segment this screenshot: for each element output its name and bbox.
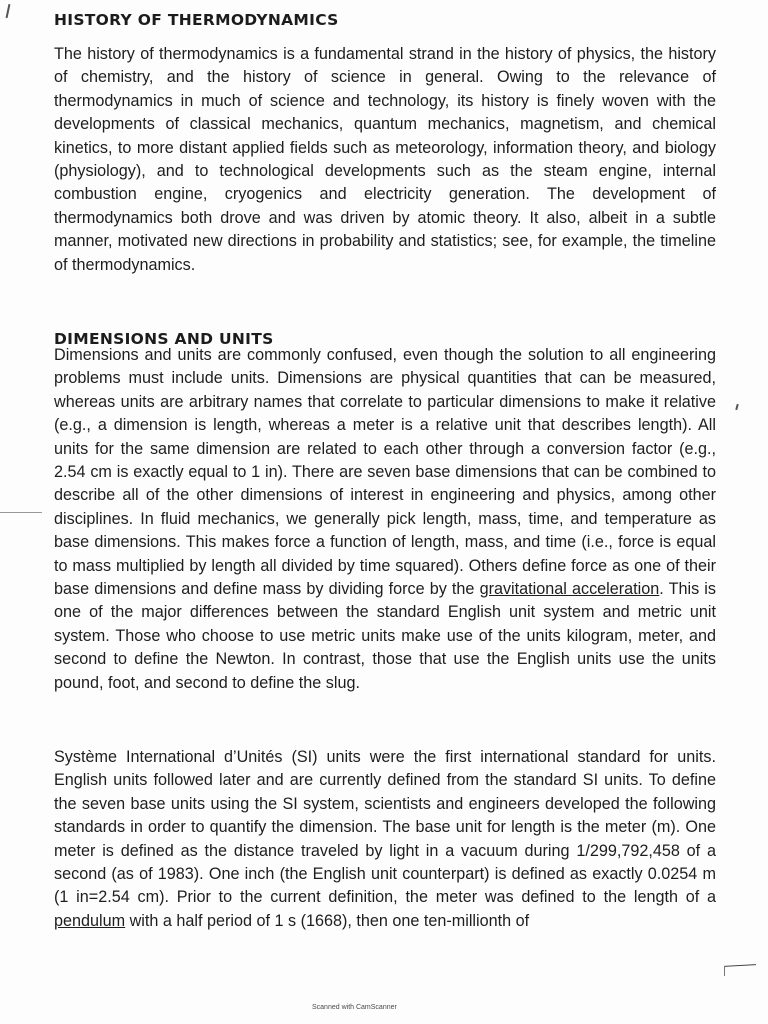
pen-mark <box>0 512 42 513</box>
dimensions-text-part2: . This is one of the major differences between the standard English unit system and metric unit system. Those who choose to use metric units make use of the units kilogram, meter, and second to define the Newton. In contrast, those that use the English units use the units pound, foot, and second to define the slug. <box>54 580 716 692</box>
si-units-paragraph <box>54 746 716 933</box>
gravitational-acceleration-link[interactable]: gravitational acceleration <box>479 580 660 599</box>
pendulum-link[interactable]: pendulum <box>54 911 126 930</box>
si-text-part1: Système International d’Unités (SI) units were the first international standard for units. English units followed later and are currently defined from the standard SI units. To define the seven base units using the SI system, scientists and engineers developed the following standards in order to quantify the dimension. The base unit for length is the meter (m). One meter is defined as the distance traveled by light in a vacuum during 1/299,792,458 of a second (as of 1983). One inch (the English unit counterpart) is defined as exactly 0.0254 m (1 in=2.54 cm). Prior to the current definition, the meter was defined to the length of a <box>54 748 716 907</box>
section-title-dimensions: DIMENSIONS AND UNITS <box>54 330 274 348</box>
pen-mark <box>724 964 756 967</box>
section-title-history: HISTORY OF THERMODYNAMICS <box>54 11 339 29</box>
dimensions-text-part1: Dimensions and units are commonly confused, even though the solution to all engineering problems must include units. Dimensions are physical quantities that can be measured, whereas units are arbitrary names that correlate to particular dimensions to make it relative (e.g., a dimension is length, whereas a meter is a relative unit that describes length). All units for the same dimension are related to each other through a conversion factor (e.g., 2.54 cm is exactly equal to 1 in). There are seven base dimensions that can be combined to describe all of the other dimensions of interest in engineering and physics, among other disciplines. In fluid mechanics, we generally pick length, mass, time, and temperature as base dimensions. This makes force a function of length, mass, and time (i.e., force is equal to mass multiplied by length all divided by time squared). Others define force as one of their base dimensions and define mass by dividing force by the <box>54 346 716 599</box>
pen-mark <box>724 966 725 976</box>
pen-mark <box>6 4 10 18</box>
history-paragraph: The history of thermodynamics is a fundamental strand in the history of physics, the history of chemistry, and the history of science in general. Owing to the relevance of thermodynamics in much of science and technology, its history is finely woven with the developments of classical mechanics, quantum mechanics, magnetism, and chemical kinetics, to more distant applied fields such as meteorology, information theory, and biology (physiology), and to technological developments such as the steam engine, internal combustion engine, cryogenics and electricity generation. The development of thermodynamics both drove and was driven by atomic theory. It also, albeit in a subtle manner, motivated new directions in probability and statistics; see, for example, the timeline of thermodynamics. <box>54 45 716 274</box>
si-text-part2: with a half period of 1 s (1668), then one ten-millionth of <box>125 911 530 930</box>
scanner-watermark: Scanned with CamScanner <box>312 1004 397 1011</box>
dimensions-paragraph <box>54 344 716 695</box>
pen-mark <box>735 404 738 410</box>
